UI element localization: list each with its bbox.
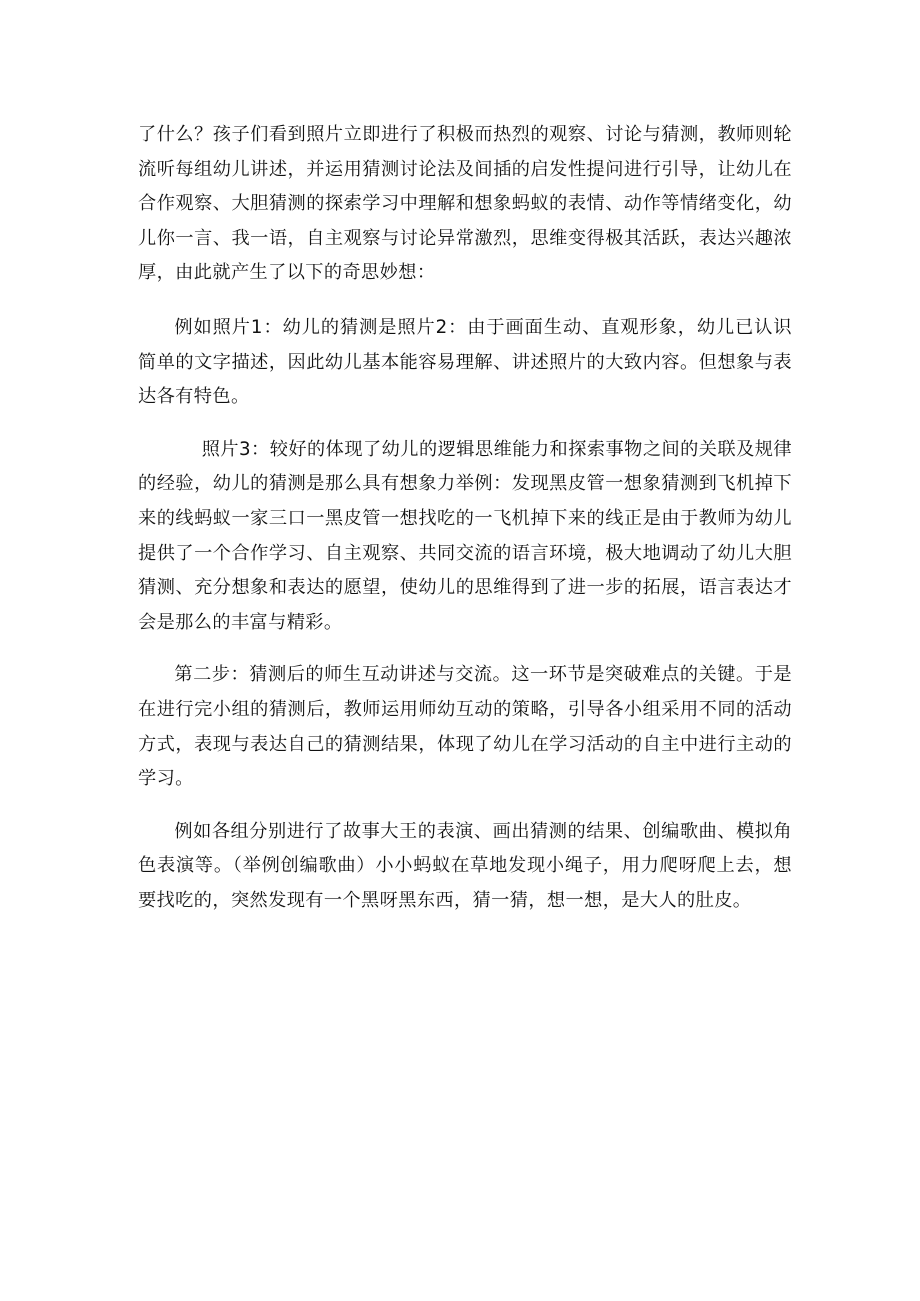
paragraph-continuation: 了什么？孩子们看到照片立即进行了积极而热烈的观察、讨论与猜测，教师则轮流听每组幼儿讲述，并运用猜测讨论法及间插的启发性提问进行引导，让幼儿在合作观察、大胆猜测的探索学习中理解和想象蚂蚁的表情、动作等情绪变化，幼儿你一言、我一语，自主观察与讨论异常激烈，思维变得极其活跃，表达兴趣浓厚，由此就产生了以下的奇思妙想： xyxy=(138,124,792,284)
paragraph-photo-1-2: 例如照片1：幼儿的猜测是照片2：由于画面生动、直观形象，幼儿已认识简单的文字描述，因此幼儿基本能容易理解、讲述照片的大致内容。但想象与表达各有特色。 xyxy=(138,316,792,408)
paragraph-photo-3: 照片3：较好的体现了幼儿的逻辑思维能力和探索事物之间的关联及规律的经验，幼儿的猜测是那么具有想象力举例：发现黑皮管一想象猜测到飞机掉下来的线蚂蚁一家三口一黑皮管一想找吃的一飞机掉下来的线正是由于教师为幼儿提供了一个合作学习、自主观察、共同交流的语言环境，极大地调动了幼儿大胆猜测、充分想象和表达的愿望，使幼儿的思维得到了进一步的拓展，语言表达才会是那么的丰富与精彩。 xyxy=(138,438,792,633)
paragraph-step-two: 第二步：猜测后的师生互动讲述与交流。这一环节是突破难点的关键。于是在进行完小组的猜测后，教师运用师幼互动的策略，引导各小组采用不同的活动方式，表现与表达自己的猜测结果，体现了幼儿在学习活动的自主中进行主动的学习。 xyxy=(138,664,792,790)
paragraph-example-groups: 例如各组分别进行了故事大王的表演、画出猜测的结果、创编歌曲、模拟角色表演等。（举例创编歌曲）小小蚂蚁在草地发现小绳子，用力爬呀爬上去，想要找吃的，突然发现有一个黑呀黑东西，猜一猜，想一想，是大人的肚皮。 xyxy=(138,820,792,911)
